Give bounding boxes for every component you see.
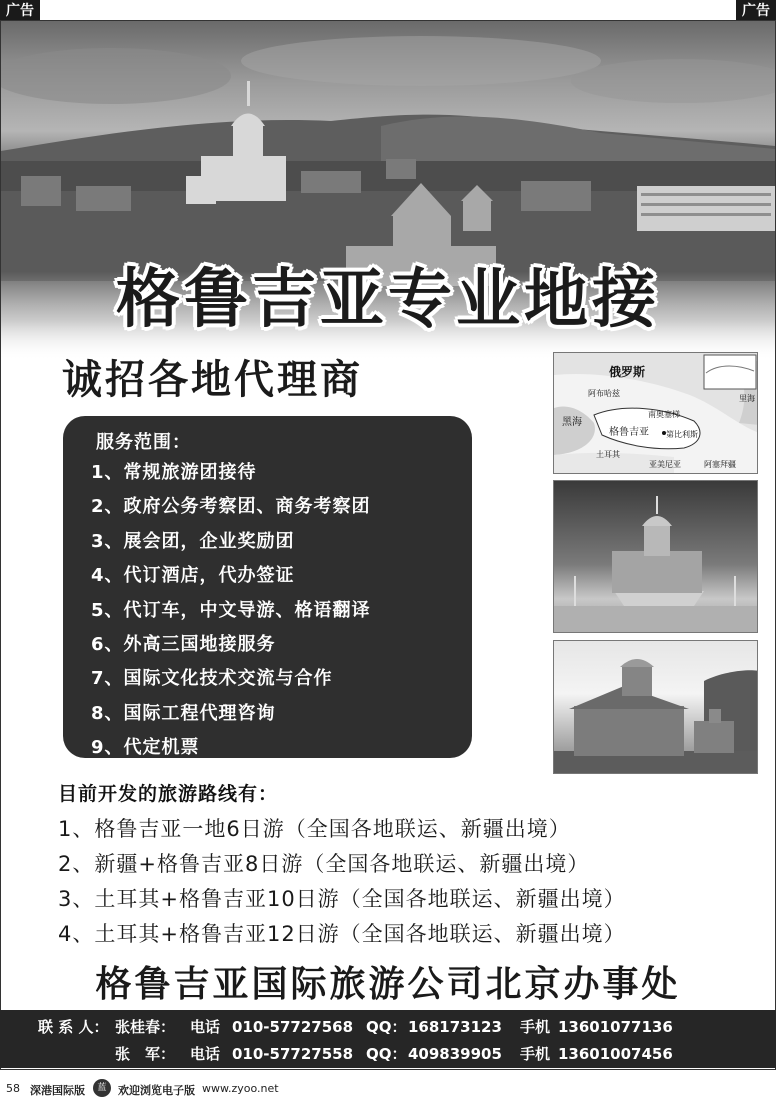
route-item: 2、新疆+格鲁吉亚8日游（全国各地联运、新疆出境） — [58, 852, 590, 876]
routes-list — [58, 812, 626, 952]
map-label-armenia: 亚美尼亚 — [649, 460, 681, 469]
edition-label: 深港国际版 — [30, 1084, 85, 1097]
service-item: 6、外高三国地接服务 — [91, 633, 276, 655]
ad-label-left: 广告 — [0, 0, 40, 22]
mobile-number: 13601007456 — [558, 1045, 673, 1063]
service-list — [91, 456, 371, 766]
monastery-illustration — [554, 641, 758, 774]
map-label-azerbaijan: 阿塞拜疆 — [704, 460, 736, 469]
service-item: 3、展会团，企业奖励团 — [91, 530, 295, 552]
map-label-caspian-sea: 里海 — [739, 394, 755, 403]
services-title: 服务范围： — [96, 432, 191, 453]
subheadline: 诚招各地代理商 — [62, 357, 363, 403]
footer-slogan: 欢迎浏览电子版 — [118, 1084, 195, 1097]
routes-title: 目前开发的旅游路线有： — [58, 783, 279, 805]
qq-number: 168173123 — [408, 1018, 502, 1036]
phone-number: 010-57727568 — [232, 1018, 354, 1036]
service-item: 8、国际工程代理咨询 — [91, 702, 276, 724]
route-item: 4、土耳其+格鲁吉亚12日游（全国各地联运、新疆出境） — [58, 922, 626, 946]
service-item: 2、政府公务考察团、商务考察团 — [91, 496, 371, 518]
map-label-russia: 俄罗斯 — [609, 365, 646, 379]
phone-label: 电话 — [190, 1045, 221, 1063]
services-box — [63, 416, 472, 758]
mobile-number: 13601077136 — [558, 1018, 673, 1036]
map-label-black-sea: 黑海 — [562, 417, 582, 428]
mobile-label: 手机 — [520, 1045, 551, 1063]
cathedral-photo — [553, 480, 758, 633]
georgia-map — [553, 352, 758, 474]
monastery-photo — [553, 640, 758, 774]
map-label-abkhazia: 阿布哈兹 — [588, 389, 620, 398]
route-item: 1、格鲁吉亚一地6日游（全国各地联运、新疆出境） — [58, 817, 571, 841]
map-label-turkey: 土耳其 — [596, 450, 620, 459]
service-item: 5、代订车，中文导游、格语翻译 — [91, 599, 371, 621]
route-item: 3、土耳其+格鲁吉亚10日游（全国各地联运、新疆出境） — [58, 887, 626, 911]
ad-label-right: 广告 — [736, 0, 776, 22]
cathedral-illustration — [554, 481, 758, 633]
service-item: 4、代订酒店，代办签证 — [91, 565, 295, 587]
service-item: 1、常规旅游团接待 — [91, 462, 257, 483]
phone-label: 电话 — [190, 1018, 221, 1036]
top-bar — [0, 0, 776, 22]
map-label-georgia: 格鲁吉亚 — [609, 427, 649, 438]
publisher-logo-icon: 蓝 — [93, 1079, 111, 1097]
qq-label: QQ： — [366, 1018, 407, 1036]
service-item: 7、国际文化技术交流与合作 — [91, 668, 333, 690]
page-number: 58 — [6, 1082, 20, 1095]
service-item: 9、代定机票 — [91, 737, 200, 759]
mobile-label: 手机 — [520, 1018, 551, 1036]
contact-band — [0, 1010, 776, 1068]
qq-label: QQ： — [366, 1045, 407, 1063]
phone-number: 010-57727558 — [232, 1045, 354, 1063]
contact-row — [0, 1016, 776, 1038]
contact-name: 张 军： — [115, 1045, 176, 1063]
contact-prefix: 联 系 人： — [38, 1018, 109, 1036]
footer-url: www.zyoo.net — [202, 1082, 279, 1095]
map-label-south-ossetia: 南奥塞梯 — [648, 410, 680, 419]
company-name: 格鲁吉亚国际旅游公司北京办事处 — [95, 963, 681, 1005]
contact-row — [0, 1043, 776, 1065]
headline: 格鲁吉亚专业地接 — [116, 263, 660, 337]
map-label-tbilisi: 第比利斯 — [666, 430, 698, 439]
qq-number: 409839905 — [408, 1045, 502, 1063]
page-footer — [0, 1078, 776, 1100]
contact-name: 张桂春： — [115, 1018, 176, 1036]
